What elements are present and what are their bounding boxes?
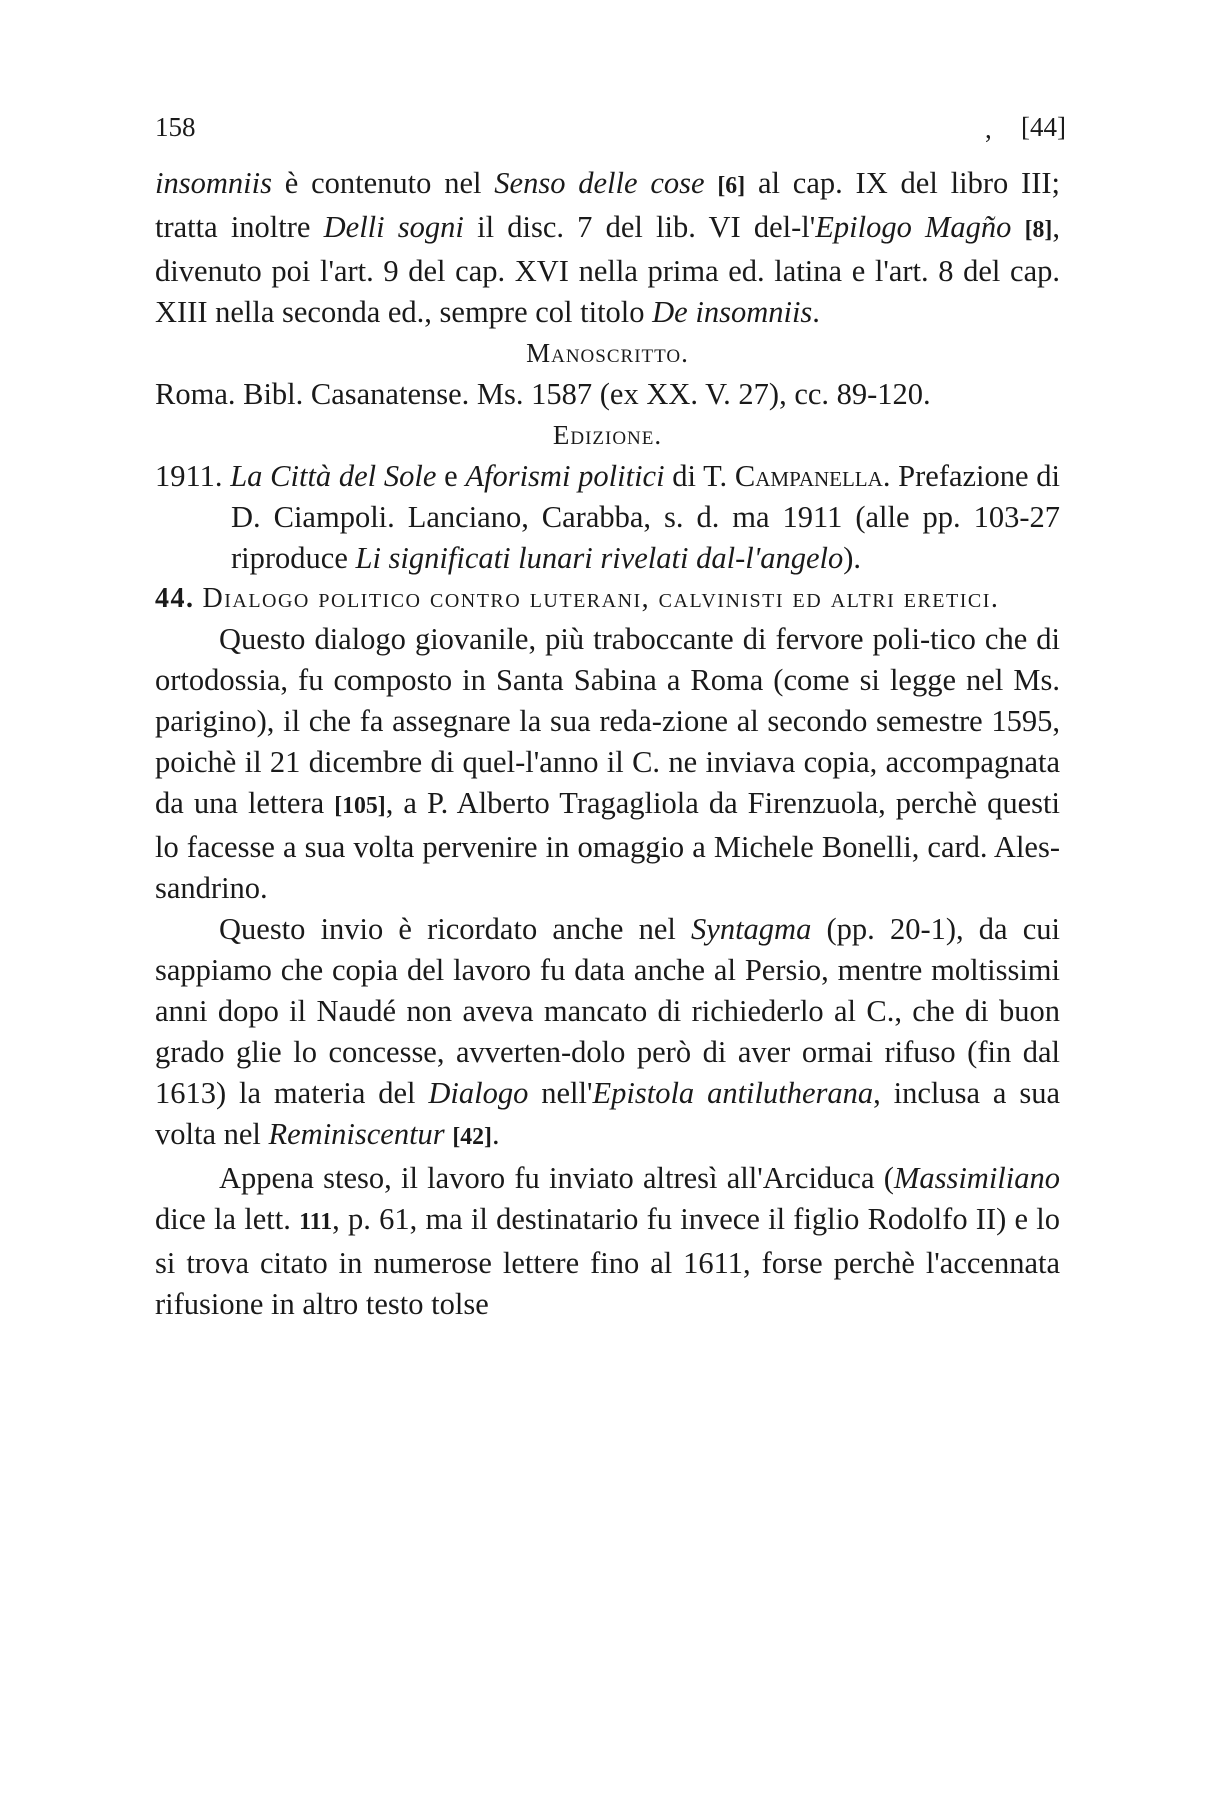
- edition-entry: 1911. La Città del Sole e Aforismi politici di T. Campanella. Prefazione di D. Ciampoli. Lanciano, Carabba, s. d. ma 1911 (alle pp. 103-27 riproduce Li significati lunari rivelati dal-l'angelo).: [155, 459, 1060, 575]
- entry-bracket-number: [44]: [1021, 112, 1066, 142]
- cross-reference: [6]: [717, 173, 746, 199]
- edition-year: 1911.: [155, 459, 223, 493]
- cross-reference: [105]: [334, 793, 386, 819]
- paragraph-1: Questo dialogo giovanile, più traboccante di fervore poli-tico che di ortodossia, fu composto in Santa Sabina a Roma (come si legge nel Ms. parigino), il che fa assegnare la sua reda-zione al secondo semestre 1595, poichè il 21 dicembre di quel-l'anno il C. ne inviava copia, accompagnata da una lettera [105], a P. Alberto Tragagliola da Firenzuola, perchè questi lo facesse a sua volta pervenire in omaggio a Michele Bonelli, card. Ales-sandrino.: [155, 622, 1060, 905]
- edition-heading: Edizione.: [552, 420, 663, 450]
- running-header: [155, 112, 1066, 142]
- cross-reference: [42]: [452, 1124, 492, 1150]
- intro-paragraph: insomniis è contenuto nel Senso delle cose [6] al cap. IX del libro III; tratta inoltre Delli sogni il disc. 7 del lib. VI del-l'Epilogo Magño [8], divenuto poi l'art. 9 del cap. XVI nella prima ed. latina e l'art. 8 del cap. XIII nella seconda ed., sempre col titolo De insomniis.: [155, 166, 1060, 329]
- section-number: 44.: [155, 583, 195, 614]
- body-text: [155, 163, 1060, 1325]
- manuscript-entry: Roma. Bibl. Casanatense. Ms. 1587 (ex XX. V. 27), cc. 89-120.: [155, 377, 931, 411]
- letter-reference: 111: [299, 1209, 333, 1235]
- paragraph-2: Questo invio è ricordato anche nel Syntagma (pp. 20-1), da cui sappiamo che copia del lavoro fu data anche al Persio, mentre moltissimi anni dopo il Naudé non aveva mancato di richiederlo al C., che di buon grado glie lo concesse, avverten-dolo però di aver ormai rifuso (fin dal 1613) la materia del Dialogo nell'Epistola antilutherana, inclusa a sua volta nel Reminiscentur [42].: [155, 912, 1060, 1151]
- section-title: 44. Dialogo politico contro luterani, calvinisti ed altri eretici.: [155, 583, 1000, 614]
- paragraph-3: Appena steso, il lavoro fu inviato altresì all'Arciduca (Massimiliano dice la lett. 111, p. 61, ma il destinatario fu invece il figlio Rodolfo II) e lo si trova citato in numerose lettere fino al 1611, forse perchè l'accennata rifusione in altro testo tolse: [155, 1161, 1060, 1321]
- manuscript-heading: Manoscritto.: [526, 338, 689, 368]
- page-number: 158: [155, 112, 196, 142]
- header-mark: ,: [985, 114, 992, 144]
- cross-reference: [8]: [1024, 217, 1053, 243]
- author-name: Campanella: [734, 459, 883, 493]
